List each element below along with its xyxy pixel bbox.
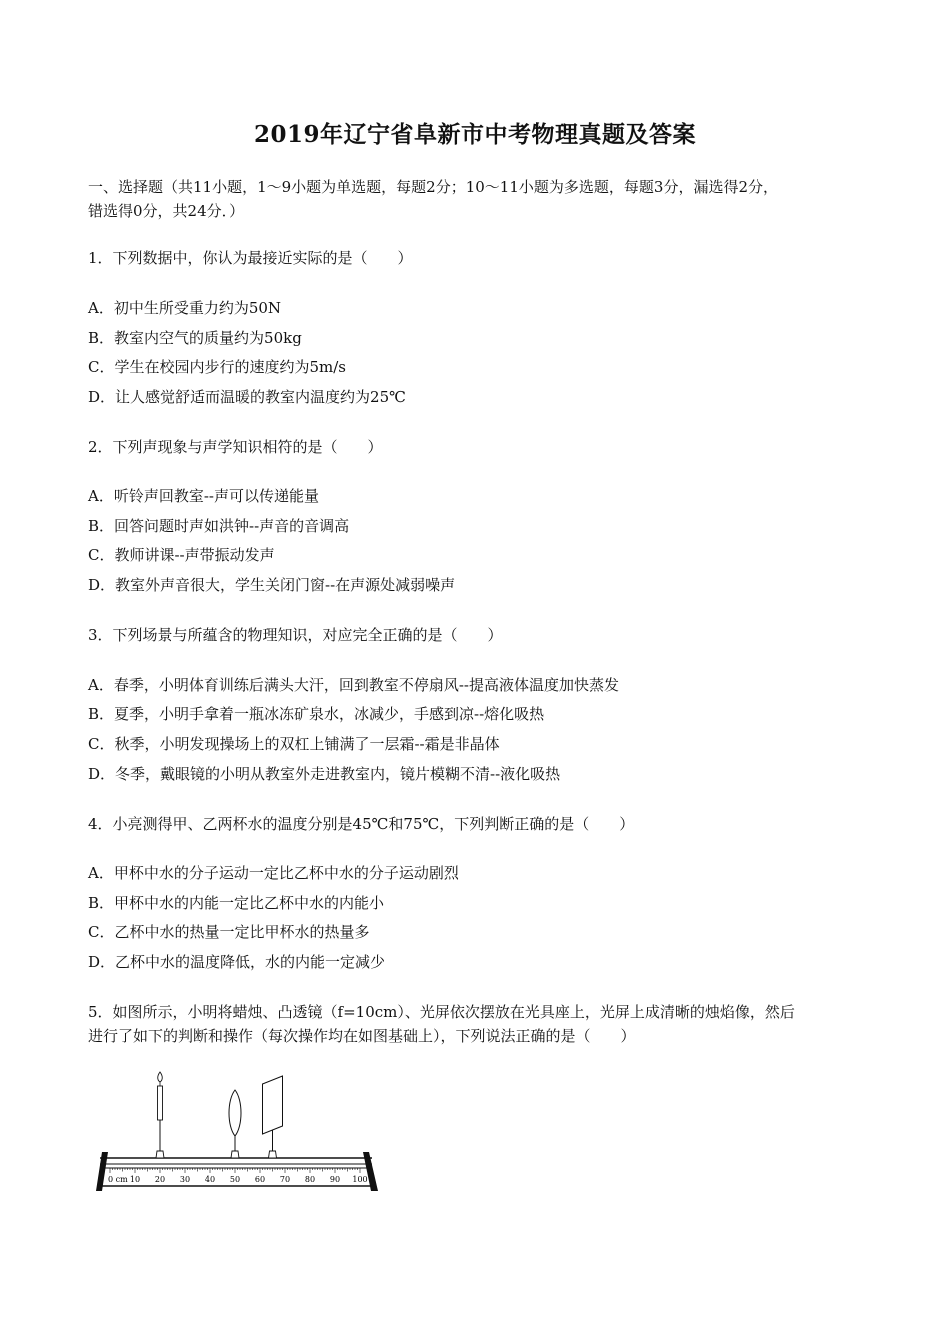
- question-4-option-a: A．甲杯中水的分子运动一定比乙杯中水的分子运动剧烈: [88, 864, 459, 882]
- scale-tick-label: 10: [129, 1175, 141, 1184]
- optical-bench-figure: [92, 1070, 392, 1204]
- scale-tick-label: 40: [204, 1175, 216, 1184]
- question-1-option-d: D．让人感觉舒适而温暖的教室内温度约为25℃: [88, 388, 406, 406]
- scale-tick-label: 70: [279, 1175, 291, 1184]
- question-2-stem: 2．下列声现象与声学知识相符的是（ ）: [88, 438, 383, 456]
- question-1-option-a: A．初中生所受重力约为50N: [88, 299, 282, 317]
- question-1-stem: 1．下列数据中，你认为最接近实际的是（ ）: [88, 249, 413, 267]
- convex-lens: [229, 1090, 241, 1158]
- candle-flame: [158, 1072, 163, 1082]
- question-2-option-c: C．教师讲课--声带振动发声: [88, 546, 275, 564]
- question-3-option-c: C．秋季，小明发现操场上的双杠上铺满了一层霜--霜是非晶体: [88, 735, 500, 753]
- bench-scale-labels: [108, 1175, 368, 1184]
- page-title: 2019年辽宁省阜新市中考物理真题及答案: [253, 121, 696, 148]
- scale-tick-label: 90: [329, 1175, 341, 1184]
- question-5-stem-cont: 进行了如下的判断和操作（每次操作均在如图基础上），下列说法正确的是（ ）: [88, 1027, 636, 1045]
- section-instructions: 一、选择题（共11小题，1～9小题为单选题，每题2分；10～11小题为多选题，每题3分，漏选得2分，: [88, 178, 778, 196]
- screen-panel: [263, 1076, 283, 1134]
- optical-bench-diagram: [92, 1070, 392, 1200]
- question-3-stem: 3．下列场景与所蕴含的物理知识，对应完全正确的是（ ）: [88, 626, 503, 644]
- question-2-option-d: D．教室外声音很大，学生关闭门窗--在声源处减弱噪声: [88, 576, 456, 594]
- question-4-stem: 4．小亮测得甲、乙两杯水的温度分别是45℃和75℃，下列判断正确的是（ ）: [88, 815, 635, 833]
- scale-tick-label: 60: [254, 1175, 266, 1184]
- scale-tick-label: 20: [154, 1175, 166, 1184]
- question-3-option-a: A．春季，小明体育训练后满头大汗，回到教室不停扇风--提高液体温度加快蒸发: [88, 676, 619, 694]
- bench-scale-ticks: [110, 1168, 360, 1173]
- question-3-option-b: B．夏季，小明手拿着一瓶冰冻矿泉水，冰减少，手感到凉--熔化吸热: [88, 705, 545, 723]
- question-4-option-c: C．乙杯中水的热量一定比甲杯水的热量多: [88, 923, 370, 941]
- question-1-option-c: C．学生在校园内步行的速度约为5m/s: [88, 358, 346, 376]
- candle-holder-base: [156, 1151, 164, 1158]
- screen-holder-base: [269, 1151, 277, 1158]
- question-2-option-a: A．听铃声回教室--声可以传递能量: [88, 487, 319, 505]
- light-screen: [263, 1076, 283, 1158]
- candle: [156, 1072, 164, 1158]
- question-1-option-b: B．教室内空气的质量约为50kg: [88, 329, 302, 347]
- question-4-option-d: D．乙杯中水的温度降低，水的内能一定减少: [88, 953, 386, 971]
- question-5-stem: 5．如图所示，小明将蜡烛、凸透镜（f=10cm）、光屏依次摆放在光具座上，光屏上成清晰的烛焰像，然后: [88, 1003, 795, 1021]
- section-instructions-cont: 错选得0分，共24分．）: [88, 202, 245, 220]
- lens-holder-base: [231, 1151, 239, 1158]
- scale-tick-label: 50: [229, 1175, 241, 1184]
- question-2-option-b: B．回答问题时声如洪钟--声音的音调高: [88, 517, 350, 535]
- candle-body: [158, 1086, 163, 1120]
- scale-tick-label: 80: [304, 1175, 316, 1184]
- question-3-option-d: D．冬季，戴眼镜的小明从教室外走进教室内，镜片模糊不清--液化吸热: [88, 765, 561, 783]
- question-4-option-b: B．甲杯中水的内能一定比乙杯中水的内能小: [88, 894, 385, 912]
- scale-tick-label: 30: [179, 1175, 191, 1184]
- lens-body: [229, 1090, 241, 1136]
- scale-unit-label: 0 cm: [108, 1175, 128, 1184]
- scale-tick-label: 100: [352, 1175, 368, 1184]
